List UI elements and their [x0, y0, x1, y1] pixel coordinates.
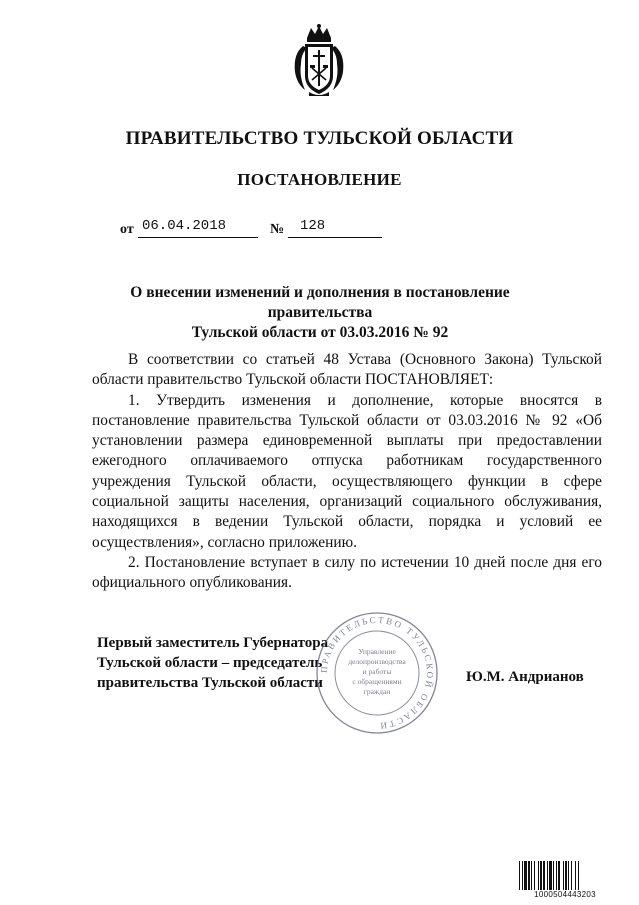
- position-line-3: правительства Тульской области: [97, 675, 323, 691]
- title-line-1: О внесении изменений и дополнения в постановление правительства: [130, 284, 510, 321]
- signatory-name: Ю.М. Андрианов: [466, 669, 584, 685]
- signatory-position: [97, 633, 347, 693]
- barcode-bar: [547, 861, 548, 891]
- stamp-center-line-4: с обращениями: [352, 677, 402, 686]
- barcode-bar: [540, 861, 542, 891]
- document-number: 128: [300, 218, 326, 234]
- barcode-number: 1000504443203: [518, 890, 612, 900]
- stamp-center-line-2: делопроизводства: [348, 657, 406, 666]
- document-type-heading: ПОСТАНОВЛЕНИЕ: [237, 170, 402, 189]
- title-line-2: Тульской области от 03.03.2016 № 92: [191, 324, 449, 341]
- barcode-bar: [556, 861, 557, 891]
- stamp-center-line-1: Управление: [358, 647, 396, 656]
- document-body: [92, 350, 602, 594]
- date-label: от: [120, 222, 134, 237]
- barcode-bar: [519, 861, 520, 891]
- barcode-bar: [522, 861, 523, 891]
- barcode-bar: [543, 861, 545, 891]
- barcode-bar: [563, 861, 564, 891]
- stamp-ring-text: ПРАВИТЕЛЬСТВО ТУЛЬСКОЙ ОБЛАСТИ: [318, 614, 436, 732]
- barcode-bar: [531, 861, 532, 891]
- official-stamp: [314, 610, 440, 736]
- barcode-bar: [524, 861, 527, 891]
- barcode-bar: [578, 861, 579, 891]
- barcode-bar: [553, 861, 554, 891]
- barcode-bar: [575, 861, 576, 891]
- number-label: №: [270, 222, 285, 237]
- coat-of-arms-emblem: [289, 24, 349, 98]
- barcode-bar: [534, 861, 535, 891]
- organization-heading: ПРАВИТЕЛЬСТВО ТУЛЬСКОЙ ОБЛАСТИ: [125, 128, 514, 149]
- body-paragraph-item-1: 1. Утвердить изменения и дополнение, которые вносятся в постановление правительства Тульской области от 03.03.2016 № 92 «Об установлении размера единовременной выплаты при предоставлении ежегодного оплачиваемого отпуска работникам государственного учреждения Тульской области, осуществляющего функции в сфере социальной защиты населения, организаций социального обслуживания, находящихся в ведении Тульской области, порядка и условий ее осуществления», согласно приложению.: [92, 391, 602, 551]
- body-paragraph-intro: В соответствии со статьей 48 Устава (Основного Закона) Тульской области правительство Тульской области ПОСТАНОВЛЯЕТ:: [92, 351, 602, 389]
- barcode-bar: [538, 861, 539, 891]
- barcode-bar: [571, 861, 572, 891]
- barcode-bar: [568, 861, 569, 891]
- barcode-bar: [558, 861, 560, 891]
- barcode-bar: [565, 861, 567, 891]
- document-title: [90, 283, 550, 343]
- position-line-2: Тульской области – председатель: [97, 655, 323, 671]
- date-number-line: [120, 218, 400, 240]
- barcode-bar: [549, 861, 552, 891]
- stamp-center-line-5: граждан: [363, 687, 391, 696]
- barcode-bar: [528, 861, 530, 891]
- position-line-1: Первый заместитель Губернатора: [97, 635, 329, 651]
- document-date: 06.04.2018: [142, 218, 227, 234]
- body-paragraph-item-2: 2. Постановление вступает в силу по истечении 10 дней после дня его официального опубликования.: [92, 553, 602, 592]
- stamp-center-line-3: и работы: [362, 667, 392, 676]
